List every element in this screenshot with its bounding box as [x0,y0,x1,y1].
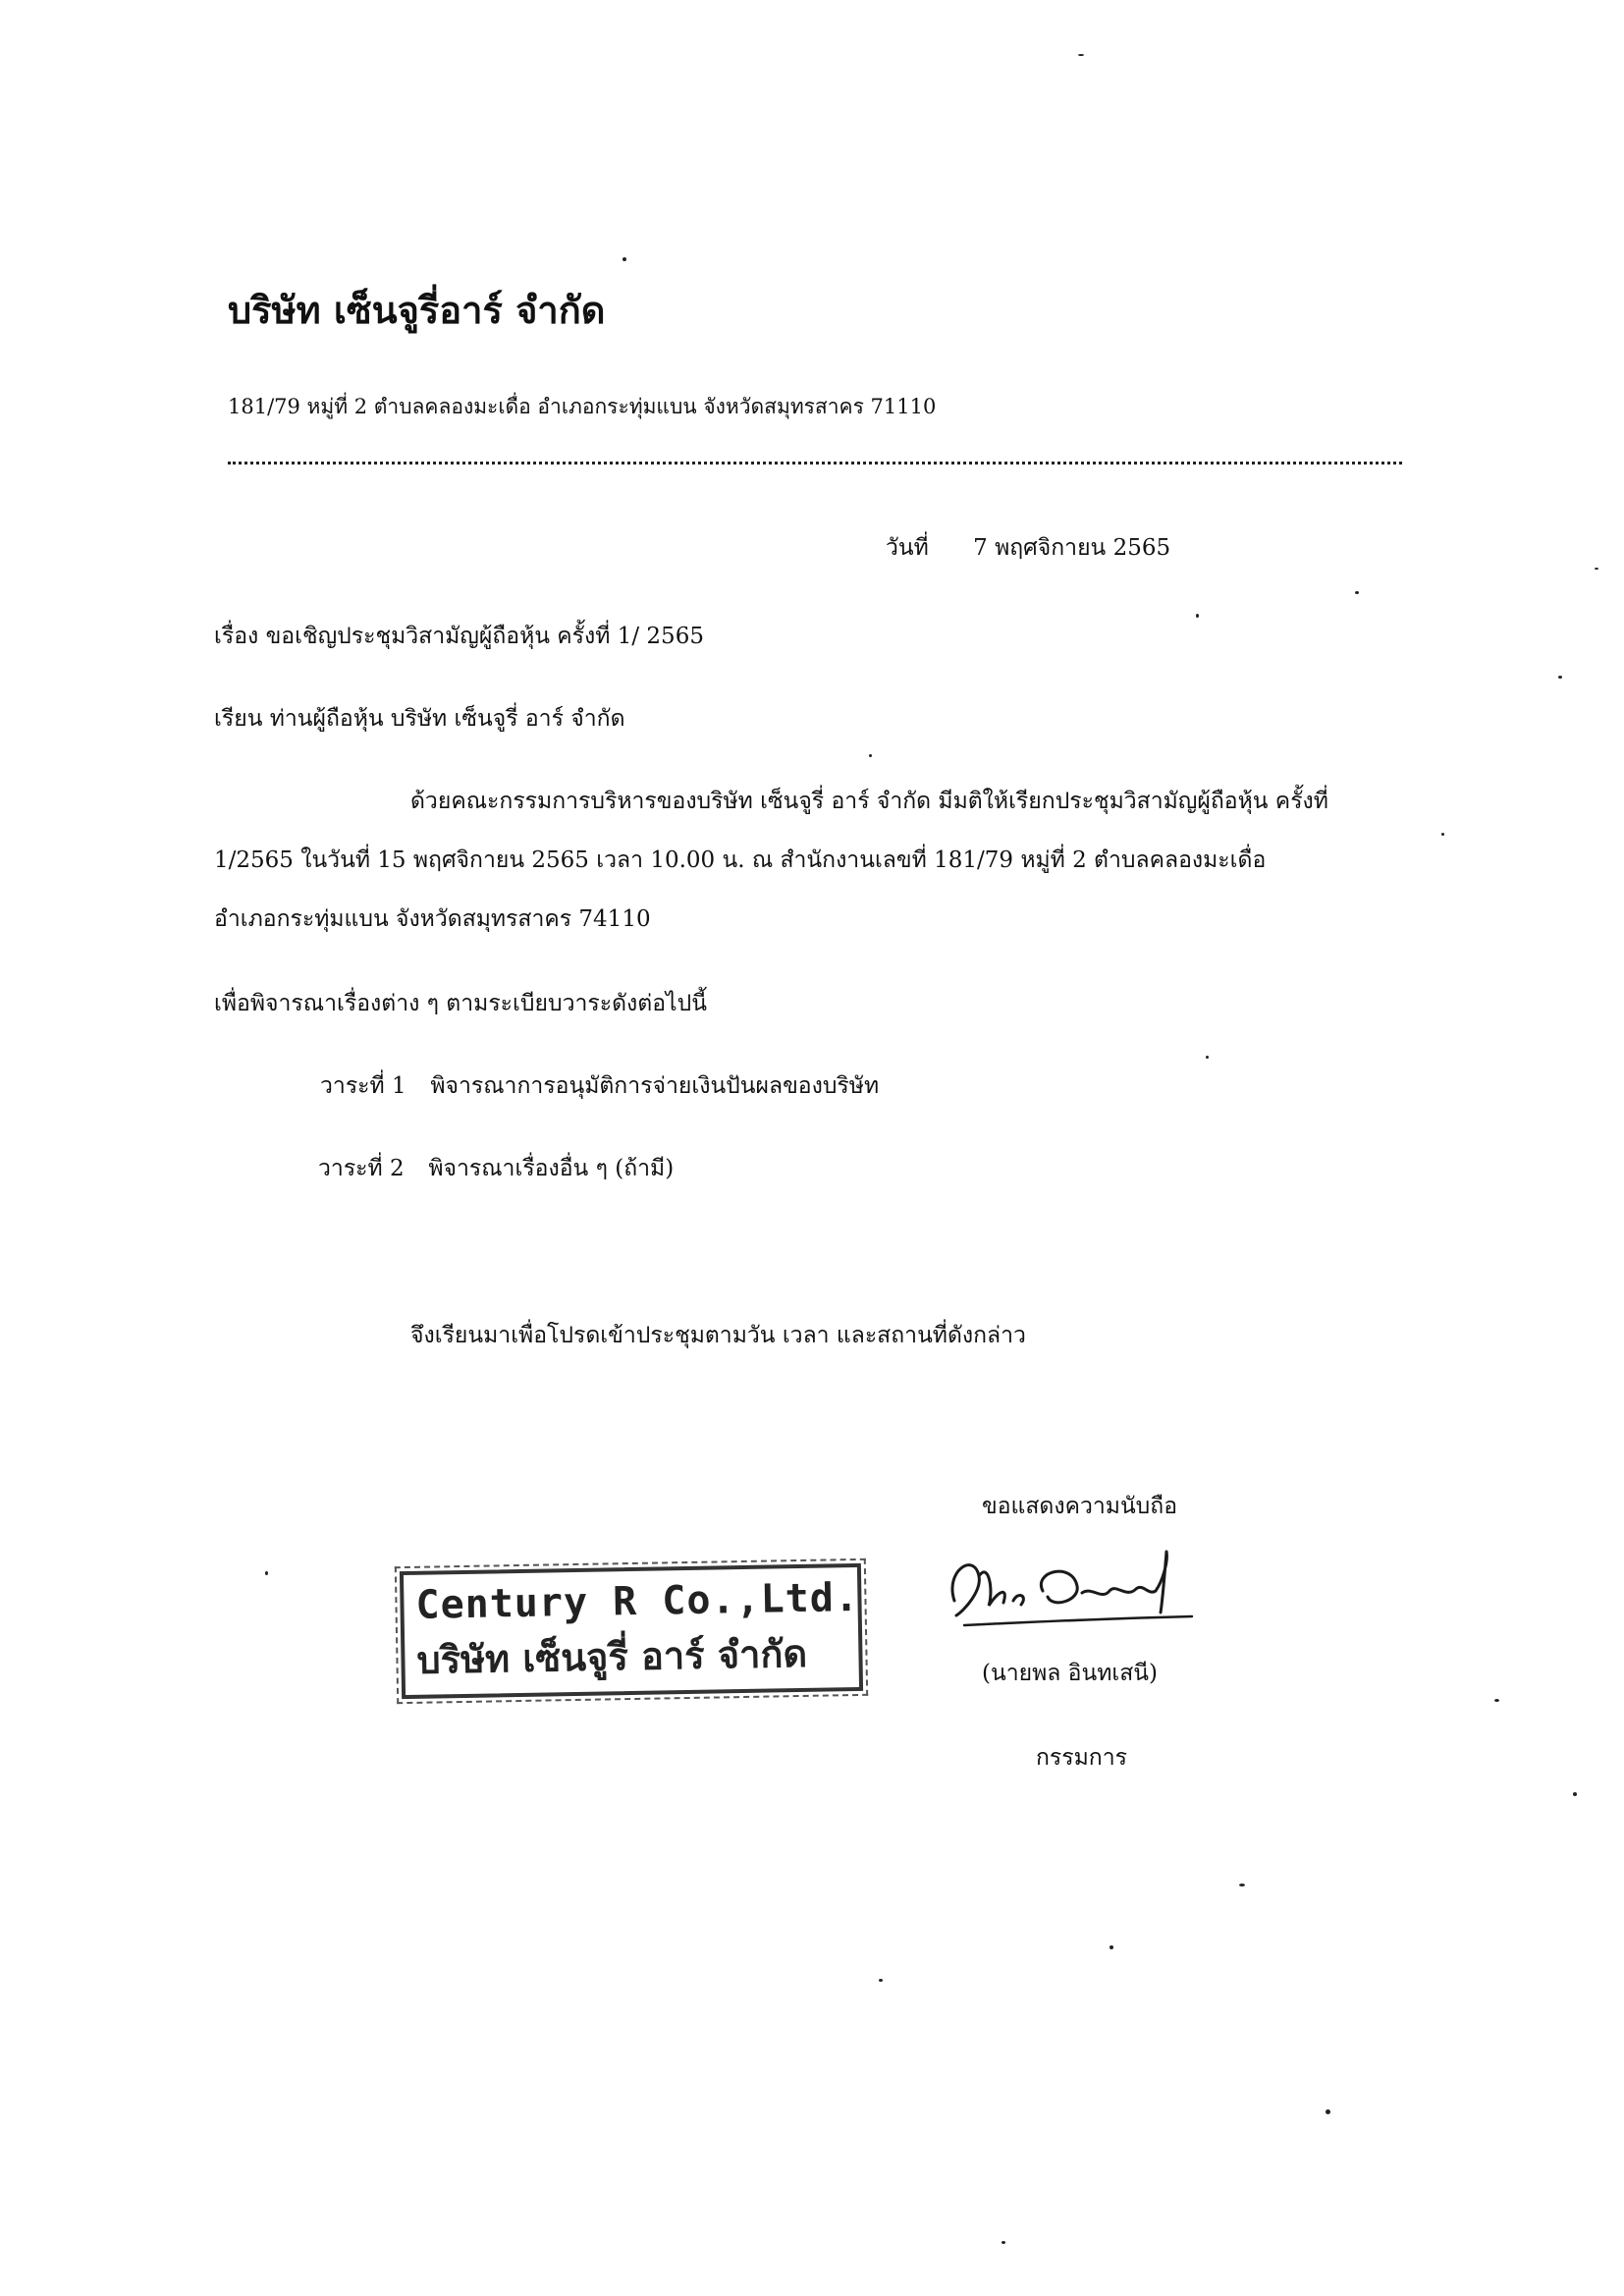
agenda-item-2 [318,1151,674,1186]
scan-speck [1355,591,1359,594]
signer-role: กรรมการ [1036,1745,1127,1771]
body-line-4: เพื่อพิจารณาเรื่องต่าง ๆ ตามระเบียบวาระดังต่อไปนี้ [214,991,707,1016]
body-line-3: อำเภอกระทุ่มแบน จังหวัดสมุทรสาคร 74110 [214,906,651,932]
company-stamp [400,1563,863,1699]
scan-speck [879,1979,883,1982]
body-line-1: ด้วยคณะกรรมการบริหารของบริษัท เซ็นจูรี่ อาร์ จำกัด มีมติให้เรียกประชุมวิสามัญผู้ถือหุ้น ครั้งที่ [410,789,1328,814]
date-value: 7 พฤศจิกายน 2565 [973,535,1171,561]
scan-speck [1078,54,1084,56]
signature [935,1532,1210,1640]
scan-speck [265,1571,268,1575]
stamp-english-text: Century R Co.,Ltd. [415,1574,860,1628]
header-divider [228,462,1402,465]
agenda-text: พิจารณาการอนุมัติการจ่ายเงินปันผลของบริษัท [430,1073,880,1099]
scan-speck [1441,833,1444,836]
closing-line: จึงเรียนมาเพื่อโปรดเข้าประชุมตามวัน เวลา และสถานที่ดังกล่าว [410,1323,1026,1348]
scan-speck [1110,1945,1113,1949]
stamp-thai-text: บริษัท เซ็นจูรี่ อาร์ จำกัด [416,1630,808,1682]
scan-speck [1494,1699,1499,1702]
agenda-number: วาระที่ 2 [318,1156,405,1181]
scan-speck [1206,1056,1209,1059]
company-name: บริษัท เซ็นจูรี่อาร์ จำกัด [228,288,606,332]
scan-speck [1196,614,1199,618]
signer-name: (นายพล อินทเสนี) [982,1661,1158,1686]
agenda-item-1 [320,1068,879,1104]
agenda-text: พิจารณาเรื่องอื่น ๆ (ถ้ามี) [428,1156,675,1181]
scan-speck [869,754,872,757]
scan-speck [1573,1792,1577,1796]
scan-speck [1558,676,1562,679]
scan-speck [1001,2241,1005,2244]
body-line-2: 1/2565 ในวันที่ 15 พฤศจิกายน 2565 เวลา 10.00 น. ณ สำนักงานเลขที่ 181/79 หมู่ที่ 2 ตำบลคลองมะเดื่อ [214,847,1267,873]
date-label: วันที่ [886,535,929,561]
letter-date [886,530,1170,566]
salutation-line: เรียน ท่านผู้ถือหุ้น บริษัท เซ็นจูรี่ อาร์ จำกัด [214,706,625,732]
subject-line: เรื่อง ขอเชิญประชุมวิสามัญผู้ถือหุ้น ครั้งที่ 1/ 2565 [214,624,704,649]
scan-speck [1326,2109,1330,2114]
scan-speck [1595,568,1598,570]
company-address: 181/79 หมู่ที่ 2 ตำบลคลองมะเดื่อ อำเภอกระทุ่มแบน จังหวัดสมุทรสาคร 71110 [228,395,937,418]
regards-text: ขอแสดงความนับถือ [982,1494,1178,1519]
scan-speck [1239,1884,1245,1886]
agenda-number: วาระที่ 1 [320,1073,406,1099]
scan-speck [623,257,626,261]
